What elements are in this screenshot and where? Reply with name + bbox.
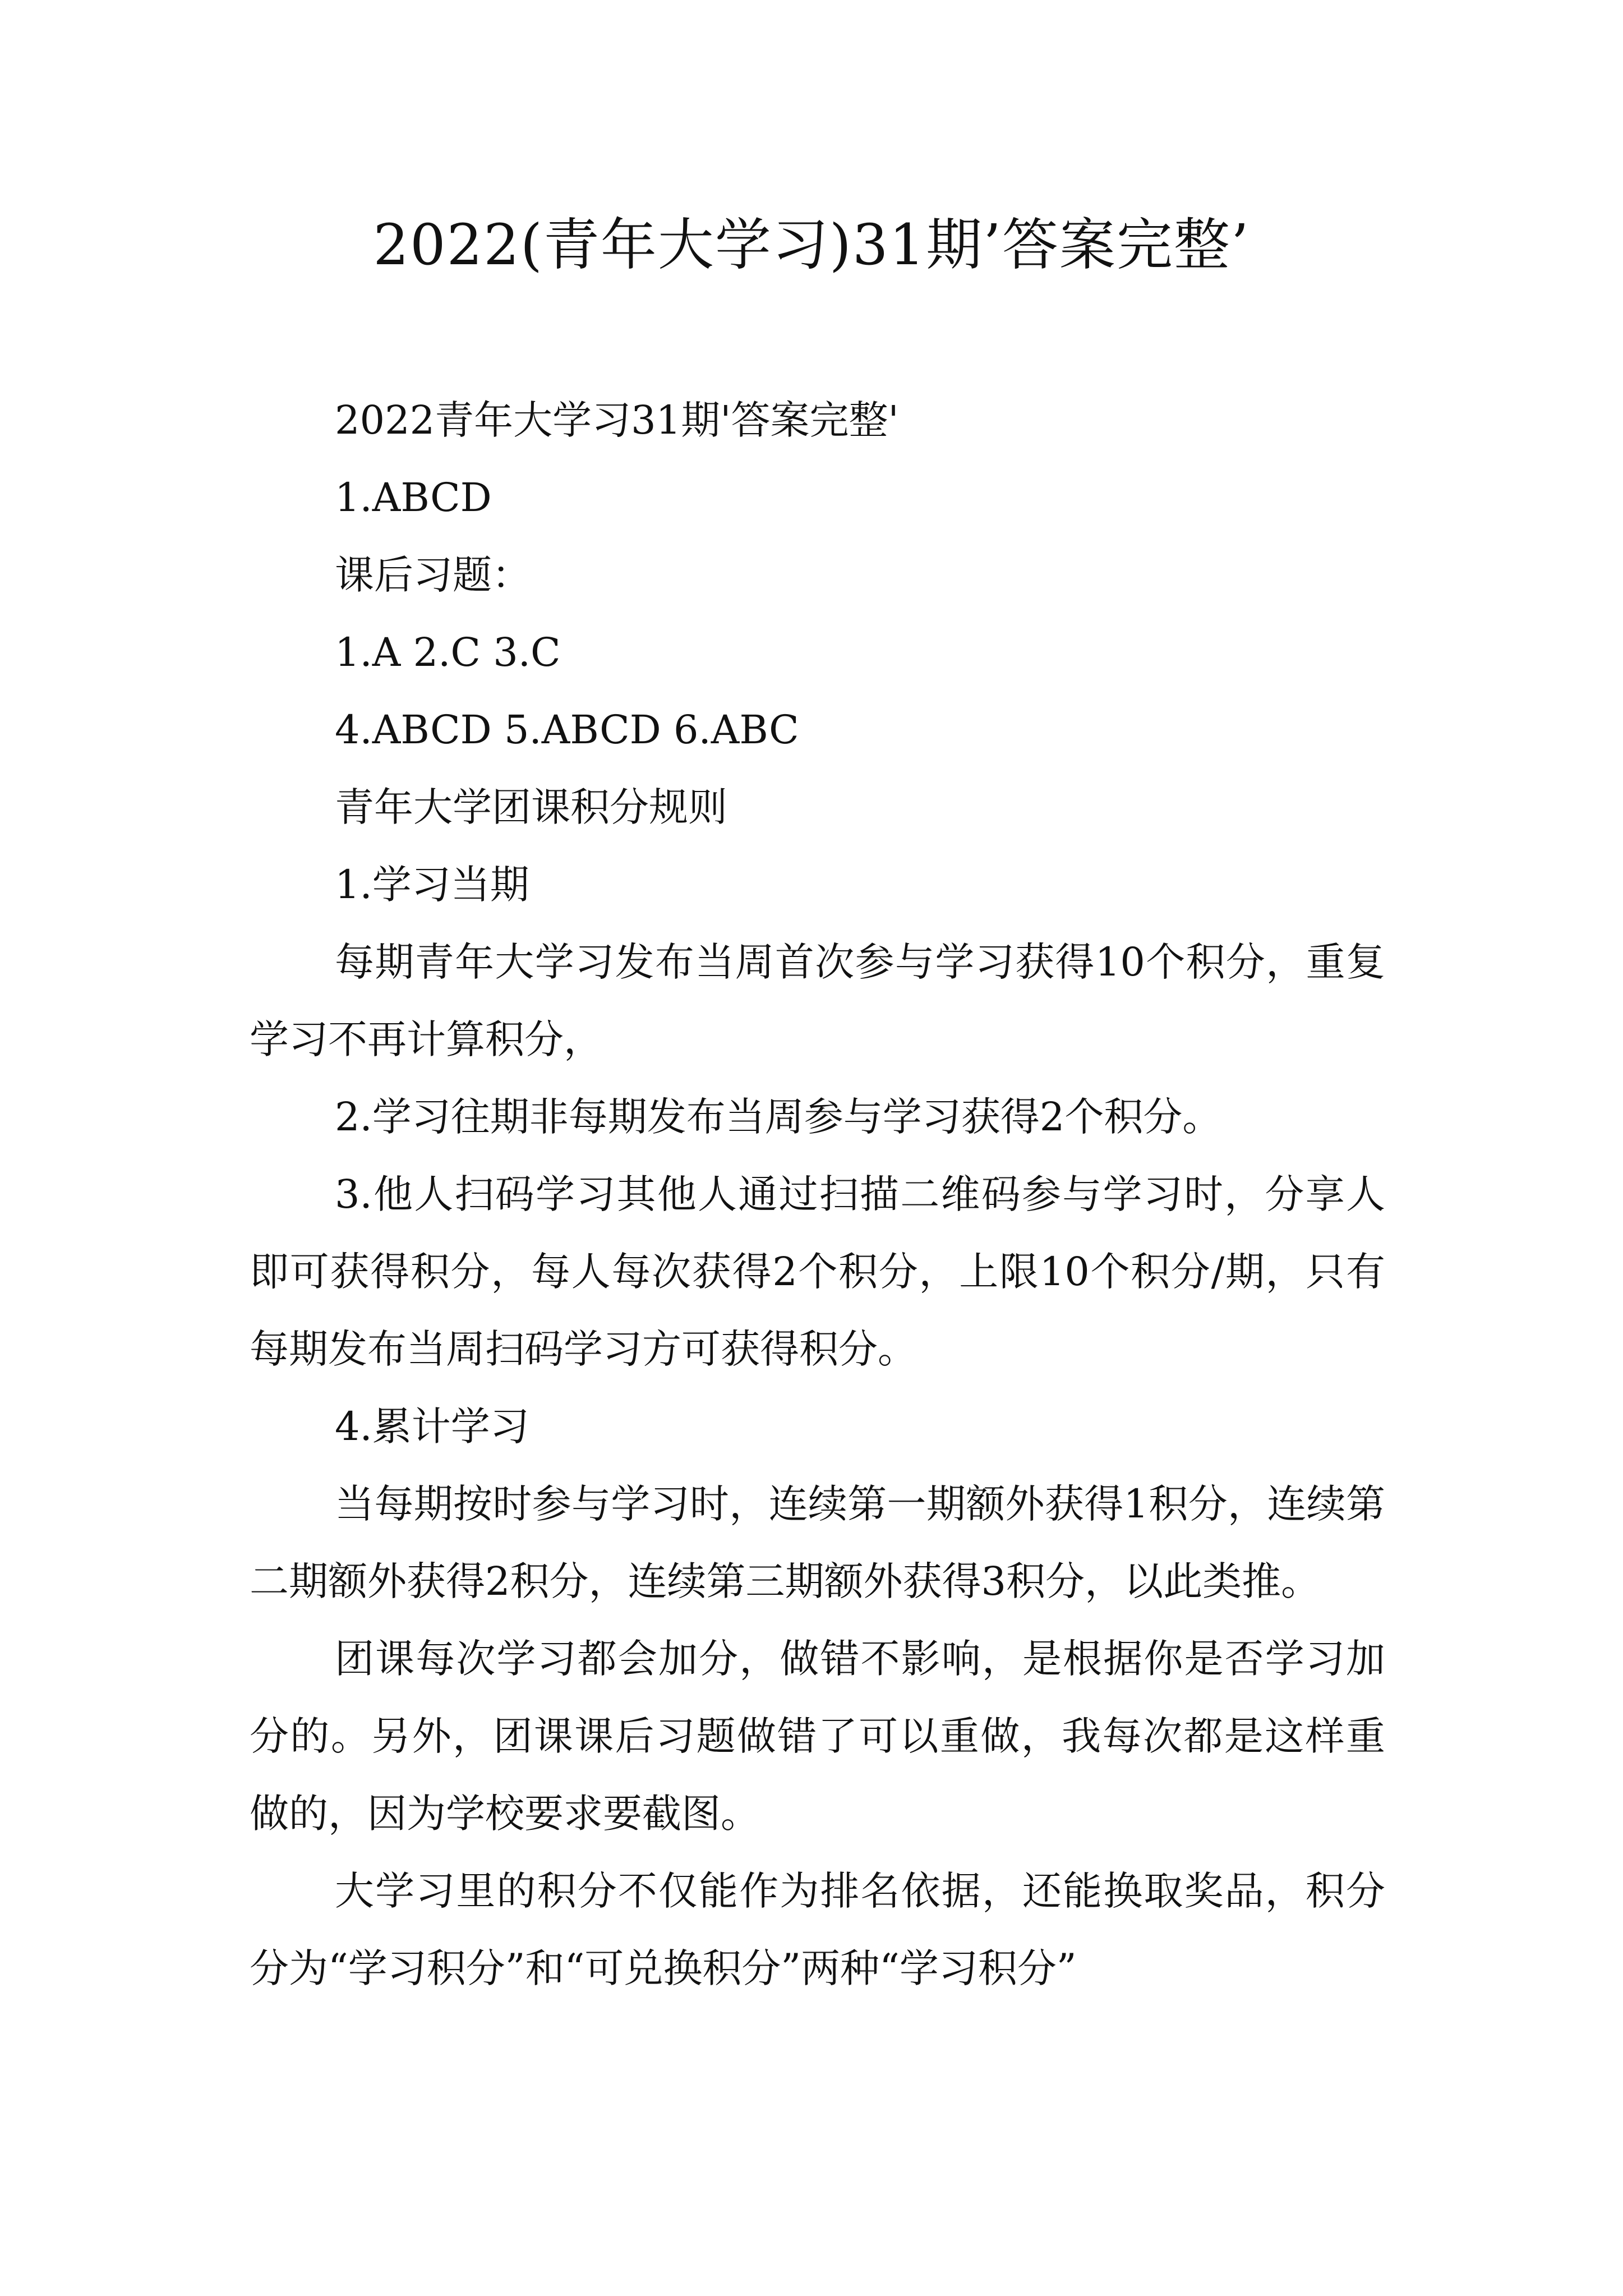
paragraph-rule-1-text: 每期青年大学习发布当周首次参与学习获得10个积分，重复学习不再计算积分， [250, 939, 1385, 1062]
paragraph-rule-1-heading: 1.学习当期 [335, 862, 529, 908]
paragraph-answer-1: 1.ABCD [335, 475, 492, 521]
paragraph-subtitle: 2022青年大学习31期'答案完整' [335, 397, 899, 443]
document-title: 2022(青年大学习)31期’答案完整’ [373, 212, 1250, 278]
paragraph-exercise-answers-2: 4.ABCD 5.ABCD 6.ABC [335, 707, 799, 753]
paragraph-rules-heading: 青年大学团课积分规则 [335, 784, 727, 830]
paragraph-rule-4-text: 当每期按时参与学习时，连续第一期额外获得1积分，连续第二期额外获得2积分，连续第三期额外获得3积分，以此类推。 [250, 1481, 1385, 1604]
paragraph-rule-2: 2.学习往期非每期发布当周参与学习获得2个积分。 [335, 1094, 1222, 1140]
paragraph-exercise-heading: 课后习题： [335, 552, 531, 598]
document-body [250, 381, 1385, 2007]
paragraph-exercise-answers-1: 1.A 2.C 3.C [335, 629, 561, 675]
paragraph-scoring-note: 团课每次学习都会加分，做错不影响，是根据你是否学习加分的。另外，团课课后习题做错了可以重做，我每次都是这样重做的，因为学校要求要截图。 [250, 1636, 1385, 1837]
paragraph-points-types: 大学习里的积分不仅能作为排名依据，还能换取奖品，积分分为“学习积分”和“可兑换积分”两种“学习积分” [250, 1868, 1385, 1991]
paragraph-rule-4-heading: 4.累计学习 [335, 1404, 529, 1450]
paragraph-rule-3: 3.他人扫码学习其他人通过扫描二维码参与学习时，分享人即可获得积分，每人每次获得2个积分，上限10个积分/期，只有每期发布当周扫码学习方可获得积分。 [250, 1171, 1385, 1372]
